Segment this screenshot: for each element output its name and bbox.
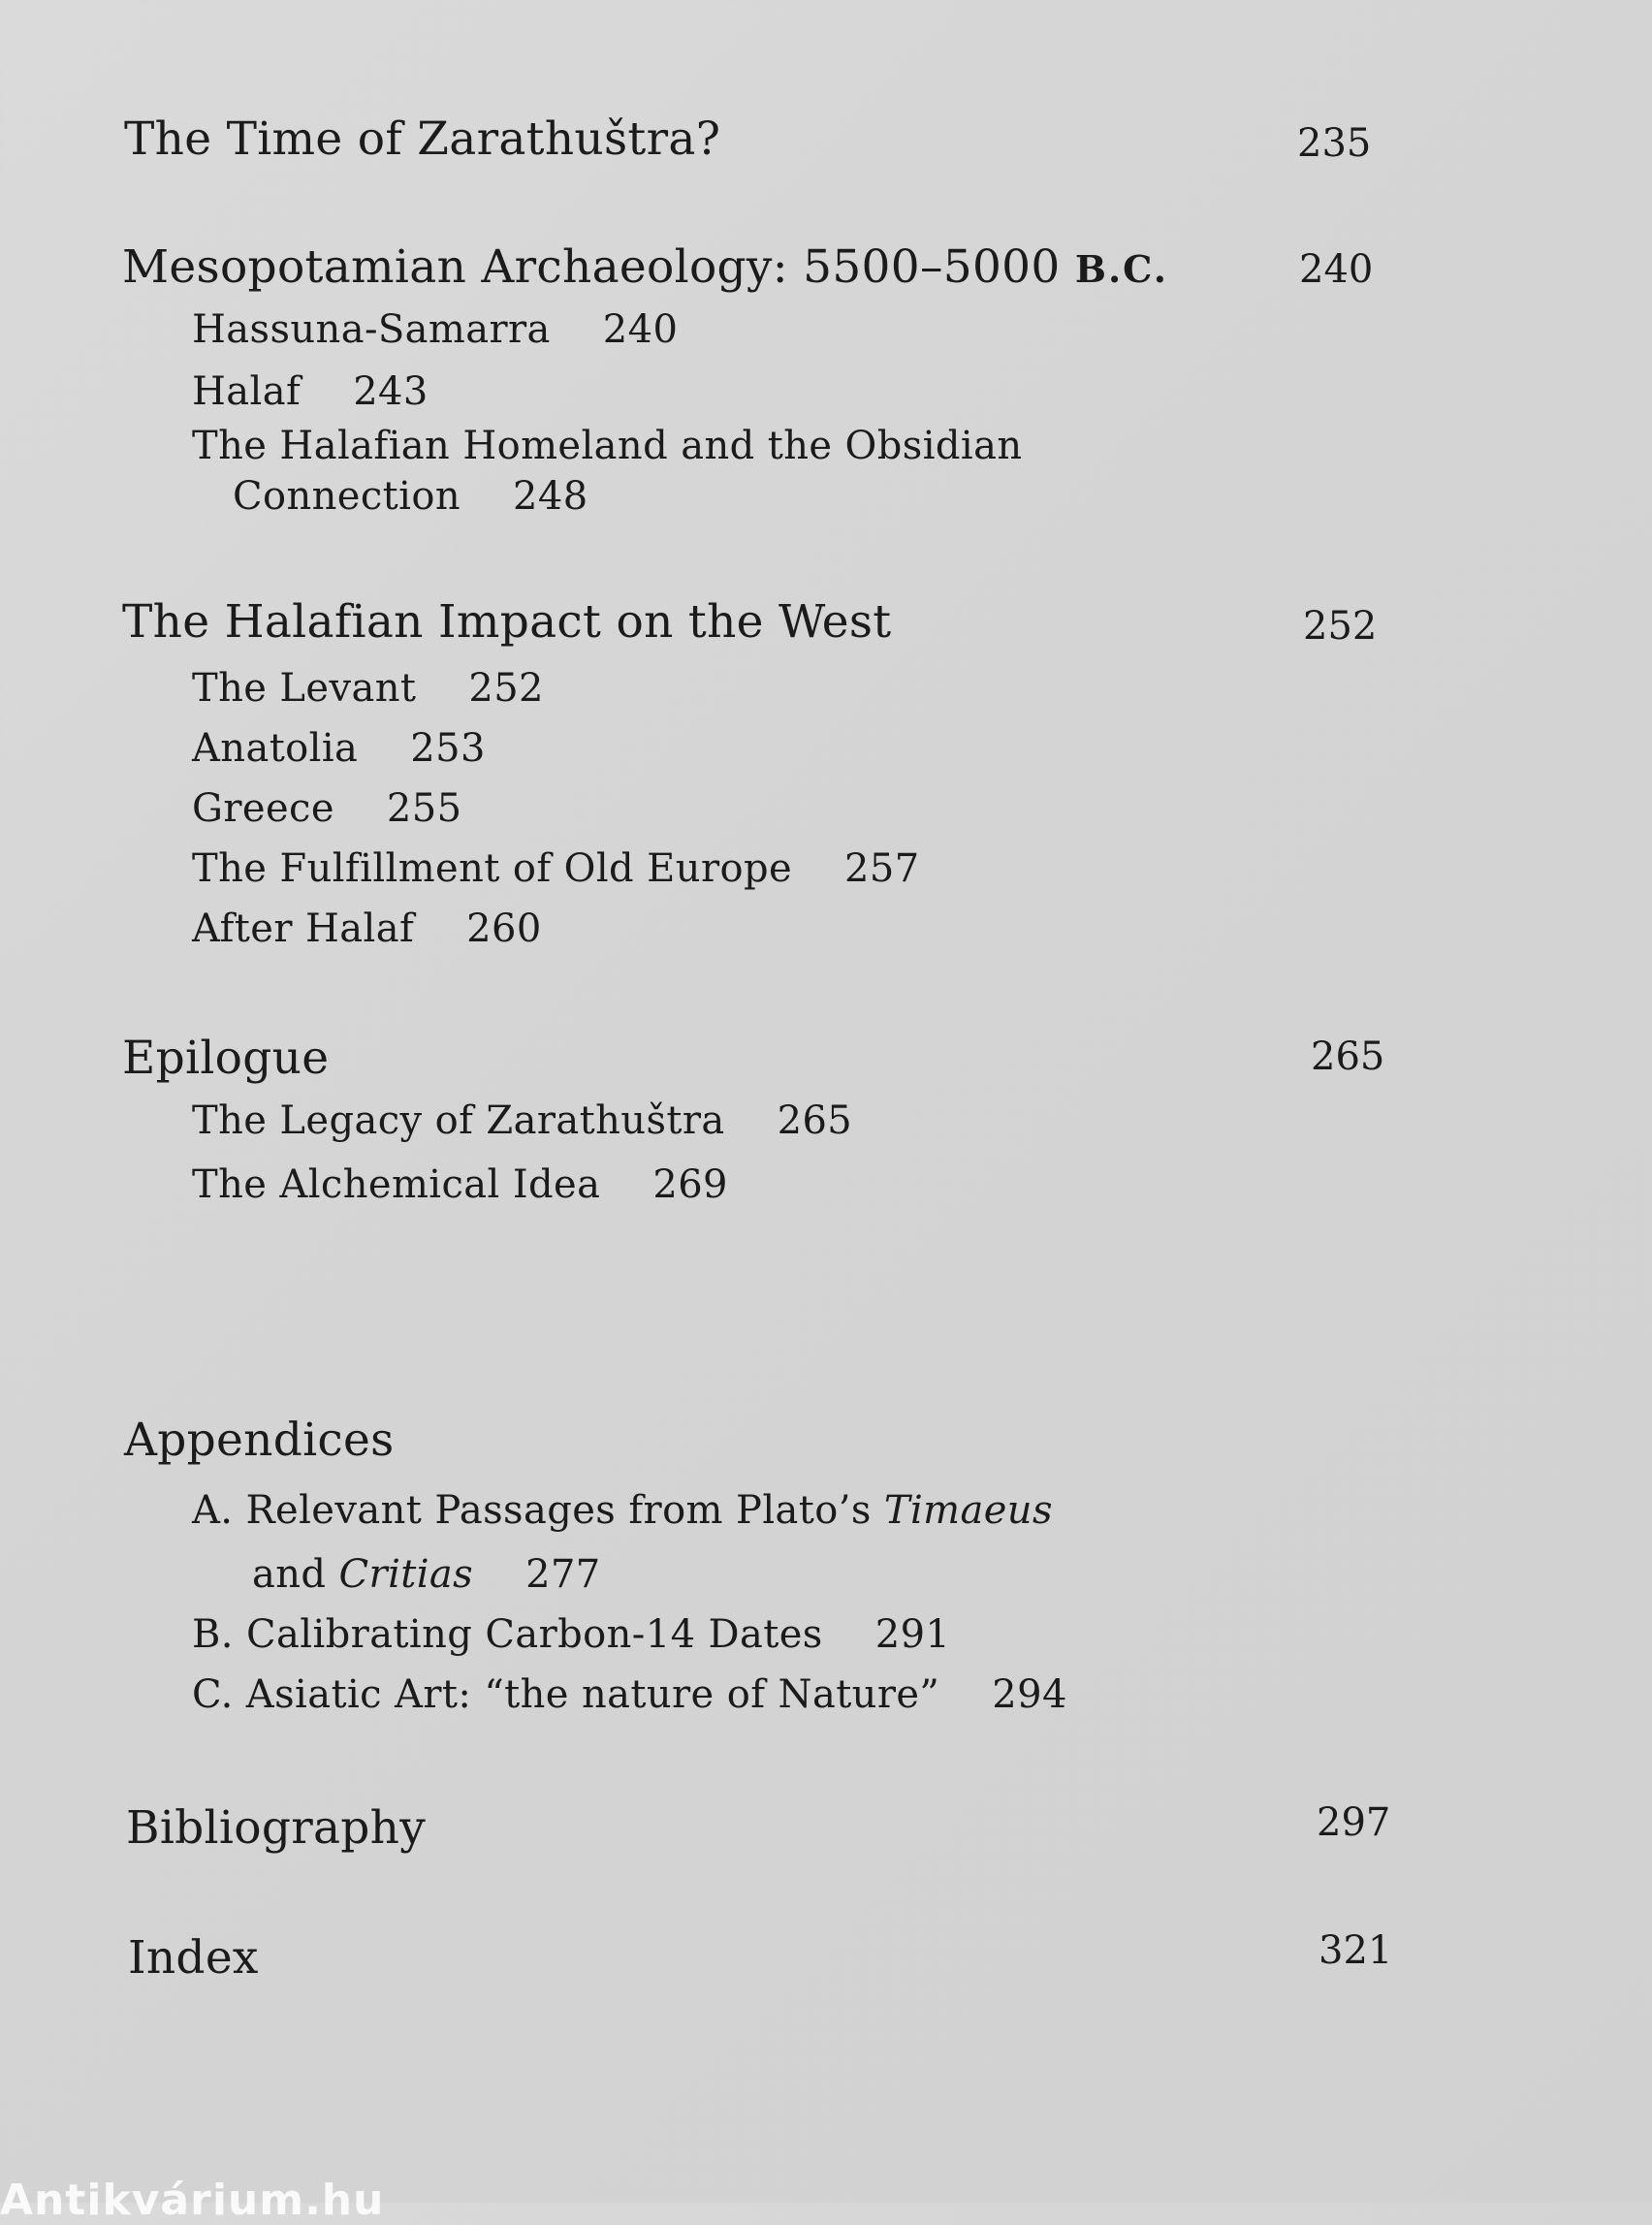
toc-subentry-halafian-homeland-cont: Connection 248	[233, 474, 588, 519]
toc-title: Appendices	[124, 1414, 395, 1467]
toc-title: Bibliography	[126, 1801, 427, 1855]
toc-page-number: 252	[468, 666, 544, 711]
toc-entry-epilogue	[122, 1032, 330, 1085]
toc-entry-time-of-zarathustra	[124, 112, 721, 166]
toc-subentry-appendix-a-cont: and Critias 277	[252, 1552, 601, 1597]
toc-page-number: 265	[1311, 1034, 1385, 1079]
toc-page-number: 240	[1299, 247, 1374, 292]
toc-subentry-greece: Greece 255	[192, 786, 462, 831]
toc-subentry-levant: The Levant 252	[192, 666, 544, 711]
toc-page-number: 297	[1317, 1800, 1391, 1845]
toc-title: The Time of Zarathuštra?	[124, 112, 721, 166]
toc-page-number: 269	[652, 1162, 728, 1207]
toc-page-number: 243	[353, 369, 429, 414]
toc-subentry-appendix-c: C. Asiatic Art: “the nature of Nature” 294	[192, 1672, 1067, 1717]
toc-entry-appendices	[124, 1414, 395, 1467]
toc-subentry-halafian-homeland: The Halafian Homeland and the Obsidian	[192, 424, 1023, 468]
toc-title: Mesopotamian Archaeology: 5500–5000	[122, 240, 1061, 294]
toc-title-suffix: B.C.	[1074, 247, 1168, 291]
toc-entry-index	[128, 1931, 259, 1985]
toc-subentry-halaf: Halaf 243	[192, 369, 429, 414]
toc-subentry-after-halaf: After Halaf 260	[192, 906, 542, 951]
toc-entry-halafian-impact	[122, 595, 892, 649]
toc-page-number: 260	[466, 906, 542, 951]
toc-title: The Halafian Impact on the West	[122, 595, 892, 649]
toc-entry-mesopotamian-archaeology	[122, 240, 1168, 294]
toc-entry-bibliography	[126, 1801, 427, 1855]
toc-page-number: 253	[410, 726, 486, 771]
toc-page-number: 291	[874, 1612, 951, 1657]
toc-page-number: 248	[513, 474, 588, 519]
toc-page-number: 321	[1318, 1928, 1393, 1973]
toc-page-number: 240	[602, 307, 679, 352]
toc-page-number: 255	[386, 786, 462, 831]
toc-page-number: 294	[992, 1672, 1067, 1717]
toc-page-number: 277	[525, 1552, 601, 1597]
toc-subentry-anatolia: Anatolia 253	[192, 726, 486, 771]
toc-subentry-appendix-a: A. Relevant Passages from Plato’s Timaeus	[192, 1488, 1053, 1533]
toc-subentry-hassuna-samarra: Hassuna-Samarra 240	[192, 307, 679, 352]
toc-page-number: 252	[1303, 604, 1378, 649]
toc-title: Epilogue	[122, 1032, 330, 1085]
toc-subentry-legacy-of-zarathustra: The Legacy of Zarathuštra 265	[192, 1098, 853, 1143]
toc-page-number: 235	[1297, 121, 1372, 166]
toc-page-number: 257	[844, 846, 920, 891]
toc-page-number: 265	[777, 1098, 853, 1143]
toc-subentry-appendix-b: B. Calibrating Carbon-14 Dates 291	[192, 1612, 951, 1657]
toc-subentry-alchemical-idea: The Alchemical Idea 269	[192, 1162, 728, 1207]
toc-title: Index	[128, 1931, 259, 1985]
toc-subentry-fulfillment-old-europe: The Fulfillment of Old Europe 257	[192, 846, 920, 891]
watermark: Antikvárium.hu	[0, 2176, 385, 2225]
